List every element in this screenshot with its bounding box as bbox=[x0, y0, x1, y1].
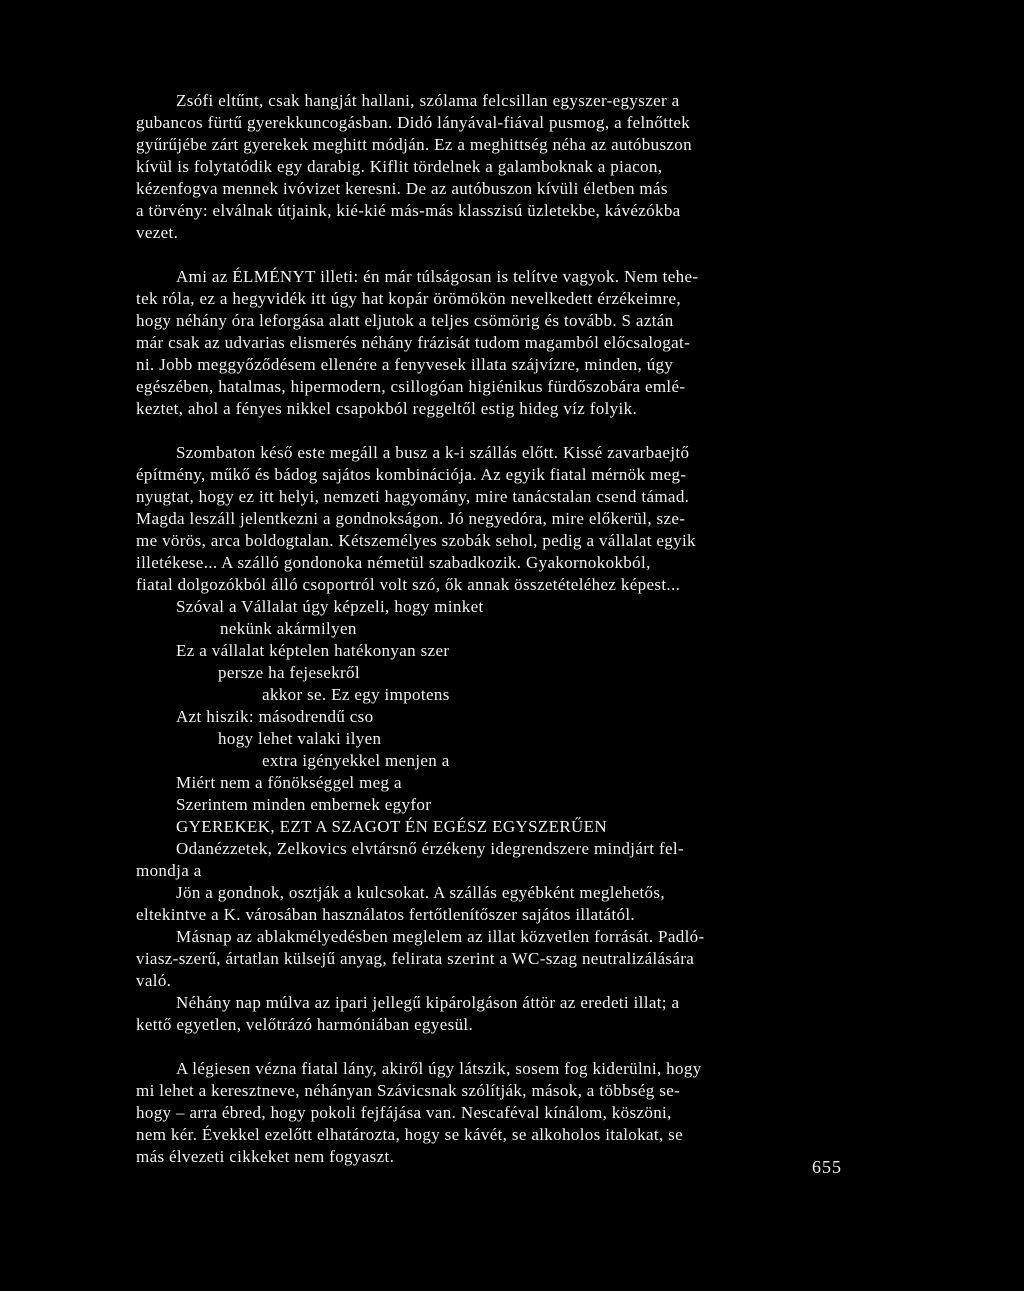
text-line: eltekintve a K. városában használatos fertőtlenítőszer sajátos illatától. bbox=[136, 905, 636, 924]
text-line: GYEREKEK, EZT A SZAGOT ÉN EGÉSZ EGYSZERŰEN bbox=[176, 817, 608, 836]
text-line: Szóval a Vállalat úgy képzeli, hogy minket bbox=[176, 597, 484, 616]
text-line: egészében, hatalmas, hipermodern, csillogóan higiénikus fürdőszobára emlé- bbox=[136, 377, 686, 396]
text-line: me vörös, arca boldogtalan. Kétszemélyes szobák sehol, pedig a vállalat egyik bbox=[136, 531, 696, 550]
text-line: extra igényekkel menjen a bbox=[262, 751, 450, 770]
text-line: Néhány nap múlva az ipari jellegű kipárolgáson áttör az eredeti illat; a bbox=[176, 993, 680, 1012]
text-line: nekünk akármilyen bbox=[220, 619, 357, 638]
text-line: illetékese... A szálló gondonoka németül szabadkozik. Gyakornokokból, bbox=[136, 553, 651, 572]
text-line: kívül is folytatódik egy darabig. Kiflit tördelnek a galamboknak a piacon, bbox=[136, 157, 663, 176]
text-line: persze ha fejesekről bbox=[218, 663, 360, 682]
text-line: a törvény: elválnak útjaink, kié-kié más-más klasszisú üzletekbe, kávézókba bbox=[136, 201, 681, 220]
text-line: ni. Jobb meggyőződésem ellenére a fenyvesek illata szájvízre, minden, úgy bbox=[136, 355, 674, 374]
text-line: már csak az udvarias elismerés néhány frázisát tudom magamból előcsalogat- bbox=[136, 333, 691, 352]
text-line: Zsófi eltűnt, csak hangját hallani, szólama felcsillan egyszer-egyszer a bbox=[176, 91, 680, 110]
text-line: Szombaton késő este megáll a busz a k-i szállás előtt. Kissé zavarbaejtő bbox=[176, 443, 690, 462]
text-line: való. bbox=[136, 971, 172, 990]
text-line: keztet, ahol a fényes nikkel csapokból reggeltől estig hideg víz folyik. bbox=[136, 399, 638, 418]
text-line: kézenfogva mennek ivóvizet keresni. De az autóbuszon kívüli életben más bbox=[136, 179, 668, 198]
text-line: építmény, műkő és bádog sajátos kombinációja. Az egyik fiatal mérnök meg- bbox=[136, 465, 687, 484]
text-line: vezet. bbox=[136, 223, 179, 242]
text-line: mi lehet a keresztneve, néhányan Szávicsnak szólítják, mások, a többség se- bbox=[136, 1081, 681, 1100]
text-line: akkor se. Ez egy impotens bbox=[262, 685, 450, 704]
text-line: Szerintem minden embernek egyfor bbox=[176, 795, 432, 814]
page-number: 655 bbox=[812, 1157, 842, 1177]
text-line: gyűrűjébe zárt gyerekek meghitt módján. Ez a meghittség néha az autóbuszon bbox=[136, 135, 693, 154]
text-line: Magda leszáll jelentkezni a gondnokságon. Jó negyedóra, mire előkerül, sze- bbox=[136, 509, 686, 528]
text-line: A légiesen vézna fiatal lány, akiről úgy látszik, sosem fog kiderülni, hogy bbox=[176, 1059, 702, 1078]
text-line: mondja a bbox=[136, 861, 202, 880]
text-line: viasz-szerű, ártatlan külsejű anyag, felirata szerint a WC-szag neutralizálására bbox=[136, 949, 695, 968]
text-line: Miért nem a főnökséggel meg a bbox=[176, 773, 402, 792]
text-line: hogy lehet valaki ilyen bbox=[218, 729, 382, 748]
text-line: gubancos fürtű gyerekkuncogásban. Didó lányával-fiával pusmog, a felnőttek bbox=[136, 113, 691, 132]
text-line: nem kér. Évekkel ezelőtt elhatározta, hogy se kávét, se alkoholos italokat, se bbox=[136, 1125, 684, 1144]
text-line: Ez a vállalat képtelen hatékonyan szer bbox=[176, 641, 450, 660]
text-line: tek róla, ez a hegyvidék itt úgy hat kopár örömökön nevelkedett érzékeimre, bbox=[136, 289, 682, 308]
text-line: hogy – arra ébred, hogy pokoli fejfájása van. Nescaféval kínálom, köszöni, bbox=[136, 1103, 672, 1122]
text-line: Azt hiszik: másodrendű cso bbox=[176, 707, 374, 726]
text-line: más élvezeti cikkeket nem fogyaszt. bbox=[136, 1147, 395, 1166]
text-line: Másnap az ablakmélyedésben meglelem az illat közvetlen forrását. Padló- bbox=[176, 927, 705, 946]
text-line: kettő egyetlen, velőtrázó harmóniában egyesül. bbox=[136, 1015, 474, 1034]
text-line: Jön a gondnok, osztják a kulcsokat. A szállás egyébként meglehetős, bbox=[176, 883, 665, 902]
text-line: Ami az ÉLMÉNYT illeti: én már túlságosan is telítve vagyok. Nem tehe- bbox=[176, 267, 699, 286]
text-line: hogy néhány óra leforgása alatt eljutok a teljes csömörig és tovább. S aztán bbox=[136, 311, 674, 330]
text-line: nyugtat, hogy ez itt helyi, nemzeti hagyomány, mire tanácstalan csend támad. bbox=[136, 487, 690, 506]
text-line: Odanézzetek, Zelkovics elvtársnő érzékeny idegrendszere mindjárt fel- bbox=[176, 839, 684, 858]
text-line: fiatal dolgozókból álló csoportról volt szó, ők annak összetételéhez képest... bbox=[136, 575, 681, 594]
